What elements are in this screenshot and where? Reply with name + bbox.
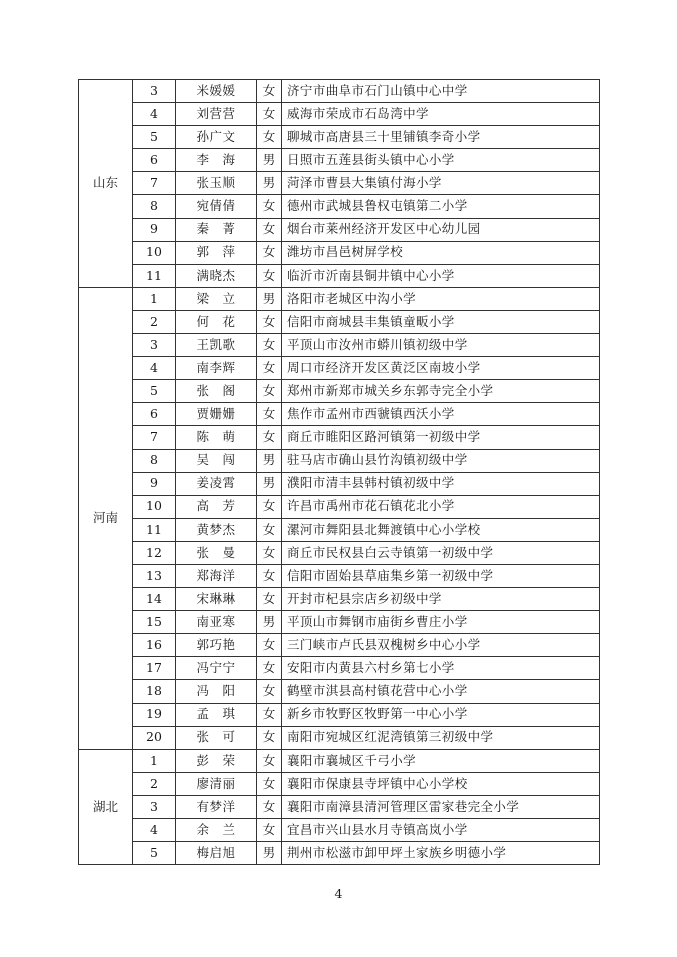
page-number: 4 <box>334 886 343 901</box>
table-row <box>79 426 600 449</box>
name-cell: 秦 菁 <box>176 218 257 241</box>
row-number-cell: 13 <box>133 564 176 587</box>
school-cell: 郑州市新郑市城关乡东郭寺完全小学 <box>282 380 600 403</box>
row-number-cell: 3 <box>133 80 176 103</box>
school-cell: 济宁市曲阜市石门山镇中心中学 <box>282 80 600 103</box>
name-cell: 高 芳 <box>176 495 257 518</box>
table-row <box>79 264 600 287</box>
row-number-cell: 7 <box>133 172 176 195</box>
gender-cell: 女 <box>257 195 282 218</box>
roster-table <box>78 79 600 865</box>
name-cell: 南李辉 <box>176 357 257 380</box>
gender-cell: 女 <box>257 218 282 241</box>
name-cell: 张玉顺 <box>176 172 257 195</box>
school-cell: 平顶山市汝州市蟒川镇初级中学 <box>282 334 600 357</box>
school-cell: 周口市经济开发区黄泛区南坡小学 <box>282 357 600 380</box>
row-number-cell: 19 <box>133 703 176 726</box>
gender-cell: 女 <box>257 264 282 287</box>
school-cell: 襄阳市保康县寺坪镇中心小学校 <box>282 772 600 795</box>
row-number-cell: 4 <box>133 819 176 842</box>
name-cell: 余 兰 <box>176 819 257 842</box>
row-number-cell: 18 <box>133 680 176 703</box>
row-number-cell: 5 <box>133 126 176 149</box>
name-cell: 宛倩倩 <box>176 195 257 218</box>
table-row <box>79 772 600 795</box>
table-row <box>79 103 600 126</box>
row-number-cell: 17 <box>133 657 176 680</box>
row-number-cell: 5 <box>133 380 176 403</box>
table-row <box>79 472 600 495</box>
table-row <box>79 218 600 241</box>
name-cell: 张 曼 <box>176 541 257 564</box>
school-cell: 驻马店市确山县竹沟镇初级中学 <box>282 449 600 472</box>
table-row <box>79 80 600 103</box>
school-cell: 焦作市孟州市西虢镇西沃小学 <box>282 403 600 426</box>
table-row <box>79 241 600 264</box>
name-cell: 何 花 <box>176 310 257 333</box>
gender-cell: 男 <box>257 842 282 865</box>
gender-cell: 女 <box>257 749 282 772</box>
row-number-cell: 3 <box>133 795 176 818</box>
row-number-cell: 4 <box>133 103 176 126</box>
table-row <box>79 195 600 218</box>
gender-cell: 女 <box>257 588 282 611</box>
name-cell: 有梦洋 <box>176 795 257 818</box>
gender-cell: 女 <box>257 80 282 103</box>
gender-cell: 女 <box>257 426 282 449</box>
name-cell: 彭 荣 <box>176 749 257 772</box>
row-number-cell: 9 <box>133 218 176 241</box>
row-number-cell: 3 <box>133 334 176 357</box>
row-number-cell: 8 <box>133 195 176 218</box>
school-cell: 菏泽市曹县大集镇付海小学 <box>282 172 600 195</box>
gender-cell: 男 <box>257 172 282 195</box>
gender-cell: 女 <box>257 380 282 403</box>
name-cell: 吴 闯 <box>176 449 257 472</box>
row-number-cell: 10 <box>133 495 176 518</box>
row-number-cell: 6 <box>133 403 176 426</box>
row-number-cell: 10 <box>133 241 176 264</box>
row-number-cell: 1 <box>133 287 176 310</box>
table-row <box>79 541 600 564</box>
school-cell: 荆州市松滋市卸甲坪土家族乡明德小学 <box>282 842 600 865</box>
table-row <box>79 726 600 749</box>
gender-cell: 男 <box>257 449 282 472</box>
name-cell: 南亚寒 <box>176 611 257 634</box>
name-cell: 冯 阳 <box>176 680 257 703</box>
name-cell: 冯宁宁 <box>176 657 257 680</box>
roster-body <box>79 80 600 865</box>
gender-cell: 女 <box>257 403 282 426</box>
table-row <box>79 634 600 657</box>
name-cell: 黄梦杰 <box>176 518 257 541</box>
gender-cell: 女 <box>257 103 282 126</box>
table-row <box>79 287 600 310</box>
school-cell: 日照市五莲县街头镇中心小学 <box>282 149 600 172</box>
table-row <box>79 819 600 842</box>
name-cell: 廖清丽 <box>176 772 257 795</box>
gender-cell: 女 <box>257 795 282 818</box>
school-cell: 德州市武城县鲁权屯镇第二小学 <box>282 195 600 218</box>
name-cell: 宋琳琳 <box>176 588 257 611</box>
school-cell: 信阳市固始县草庙集乡第一初级中学 <box>282 564 600 587</box>
school-cell: 聊城市高唐县三十里铺镇李奇小学 <box>282 126 600 149</box>
row-number-cell: 16 <box>133 634 176 657</box>
school-cell: 平顶山市舞钢市庙街乡曹庄小学 <box>282 611 600 634</box>
school-cell: 开封市杞县宗店乡初级中学 <box>282 588 600 611</box>
table-row <box>79 403 600 426</box>
table-row <box>79 149 600 172</box>
table-row <box>79 380 600 403</box>
gender-cell: 女 <box>257 310 282 333</box>
gender-cell: 女 <box>257 657 282 680</box>
school-cell: 许昌市禹州市花石镇花北小学 <box>282 495 600 518</box>
table-row <box>79 334 600 357</box>
name-cell: 姜凌霄 <box>176 472 257 495</box>
row-number-cell: 2 <box>133 310 176 333</box>
gender-cell: 女 <box>257 357 282 380</box>
table-row <box>79 657 600 680</box>
gender-cell: 女 <box>257 564 282 587</box>
school-cell: 襄阳市襄城区千弓小学 <box>282 749 600 772</box>
province-cell: 湖北 <box>79 749 133 864</box>
school-cell: 宜昌市兴山县水月寺镇高岚小学 <box>282 819 600 842</box>
table-row <box>79 357 600 380</box>
province-cell: 河南 <box>79 287 133 749</box>
gender-cell: 女 <box>257 334 282 357</box>
gender-cell: 女 <box>257 772 282 795</box>
name-cell: 满晓杰 <box>176 264 257 287</box>
row-number-cell: 11 <box>133 518 176 541</box>
table-row <box>79 495 600 518</box>
school-cell: 漯河市舞阳县北舞渡镇中心小学校 <box>282 518 600 541</box>
row-number-cell: 15 <box>133 611 176 634</box>
school-cell: 新乡市牧野区牧野第一中心小学 <box>282 703 600 726</box>
name-cell: 郑海洋 <box>176 564 257 587</box>
row-number-cell: 6 <box>133 149 176 172</box>
name-cell: 贾姗姗 <box>176 403 257 426</box>
table-row <box>79 310 600 333</box>
name-cell: 梁 立 <box>176 287 257 310</box>
school-cell: 襄阳市南漳县清河管理区雷家巷完全小学 <box>282 795 600 818</box>
school-cell: 鹤壁市淇县高村镇花营中心小学 <box>282 680 600 703</box>
gender-cell: 女 <box>257 726 282 749</box>
table-row <box>79 611 600 634</box>
table-row <box>79 703 600 726</box>
name-cell: 刘营营 <box>176 103 257 126</box>
school-cell: 三门峡市卢氏县双槐树乡中心小学 <box>282 634 600 657</box>
name-cell: 郭巧艳 <box>176 634 257 657</box>
name-cell: 李 海 <box>176 149 257 172</box>
school-cell: 烟台市莱州经济开发区中心幼儿园 <box>282 218 600 241</box>
school-cell: 威海市荣成市石岛湾中学 <box>282 103 600 126</box>
gender-cell: 女 <box>257 126 282 149</box>
school-cell: 临沂市沂南县铜井镇中心小学 <box>282 264 600 287</box>
gender-cell: 女 <box>257 241 282 264</box>
name-cell: 陈 萌 <box>176 426 257 449</box>
row-number-cell: 20 <box>133 726 176 749</box>
gender-cell: 男 <box>257 287 282 310</box>
school-cell: 濮阳市清丰县韩村镇初级中学 <box>282 472 600 495</box>
school-cell: 商丘市睢阳区路河镇第一初级中学 <box>282 426 600 449</box>
name-cell: 孙广文 <box>176 126 257 149</box>
table-row <box>79 518 600 541</box>
gender-cell: 女 <box>257 495 282 518</box>
table-row <box>79 749 600 772</box>
table-row <box>79 172 600 195</box>
row-number-cell: 9 <box>133 472 176 495</box>
gender-cell: 男 <box>257 611 282 634</box>
table-row <box>79 842 600 865</box>
gender-cell: 女 <box>257 680 282 703</box>
row-number-cell: 12 <box>133 541 176 564</box>
row-number-cell: 7 <box>133 426 176 449</box>
row-number-cell: 1 <box>133 749 176 772</box>
province-cell: 山东 <box>79 80 133 288</box>
table-row <box>79 795 600 818</box>
school-cell: 安阳市内黄县六村乡第七小学 <box>282 657 600 680</box>
name-cell: 张 阁 <box>176 380 257 403</box>
school-cell: 洛阳市老城区中沟小学 <box>282 287 600 310</box>
row-number-cell: 4 <box>133 357 176 380</box>
row-number-cell: 8 <box>133 449 176 472</box>
table-row <box>79 449 600 472</box>
gender-cell: 女 <box>257 541 282 564</box>
name-cell: 张 可 <box>176 726 257 749</box>
gender-cell: 女 <box>257 518 282 541</box>
table-row <box>79 588 600 611</box>
name-cell: 梅启旭 <box>176 842 257 865</box>
row-number-cell: 5 <box>133 842 176 865</box>
name-cell: 米媛媛 <box>176 80 257 103</box>
school-cell: 南阳市宛城区红泥湾镇第三初级中学 <box>282 726 600 749</box>
school-cell: 信阳市商城县丰集镇童畈小学 <box>282 310 600 333</box>
row-number-cell: 14 <box>133 588 176 611</box>
school-cell: 潍坊市昌邑树屏学校 <box>282 241 600 264</box>
row-number-cell: 2 <box>133 772 176 795</box>
table-row <box>79 126 600 149</box>
row-number-cell: 11 <box>133 264 176 287</box>
school-cell: 商丘市民权县白云寺镇第一初级中学 <box>282 541 600 564</box>
gender-cell: 女 <box>257 634 282 657</box>
gender-cell: 女 <box>257 819 282 842</box>
table-row <box>79 564 600 587</box>
name-cell: 郭 萍 <box>176 241 257 264</box>
gender-cell: 男 <box>257 149 282 172</box>
name-cell: 孟 琪 <box>176 703 257 726</box>
name-cell: 王凯歌 <box>176 334 257 357</box>
gender-cell: 女 <box>257 703 282 726</box>
gender-cell: 男 <box>257 472 282 495</box>
table-row <box>79 680 600 703</box>
